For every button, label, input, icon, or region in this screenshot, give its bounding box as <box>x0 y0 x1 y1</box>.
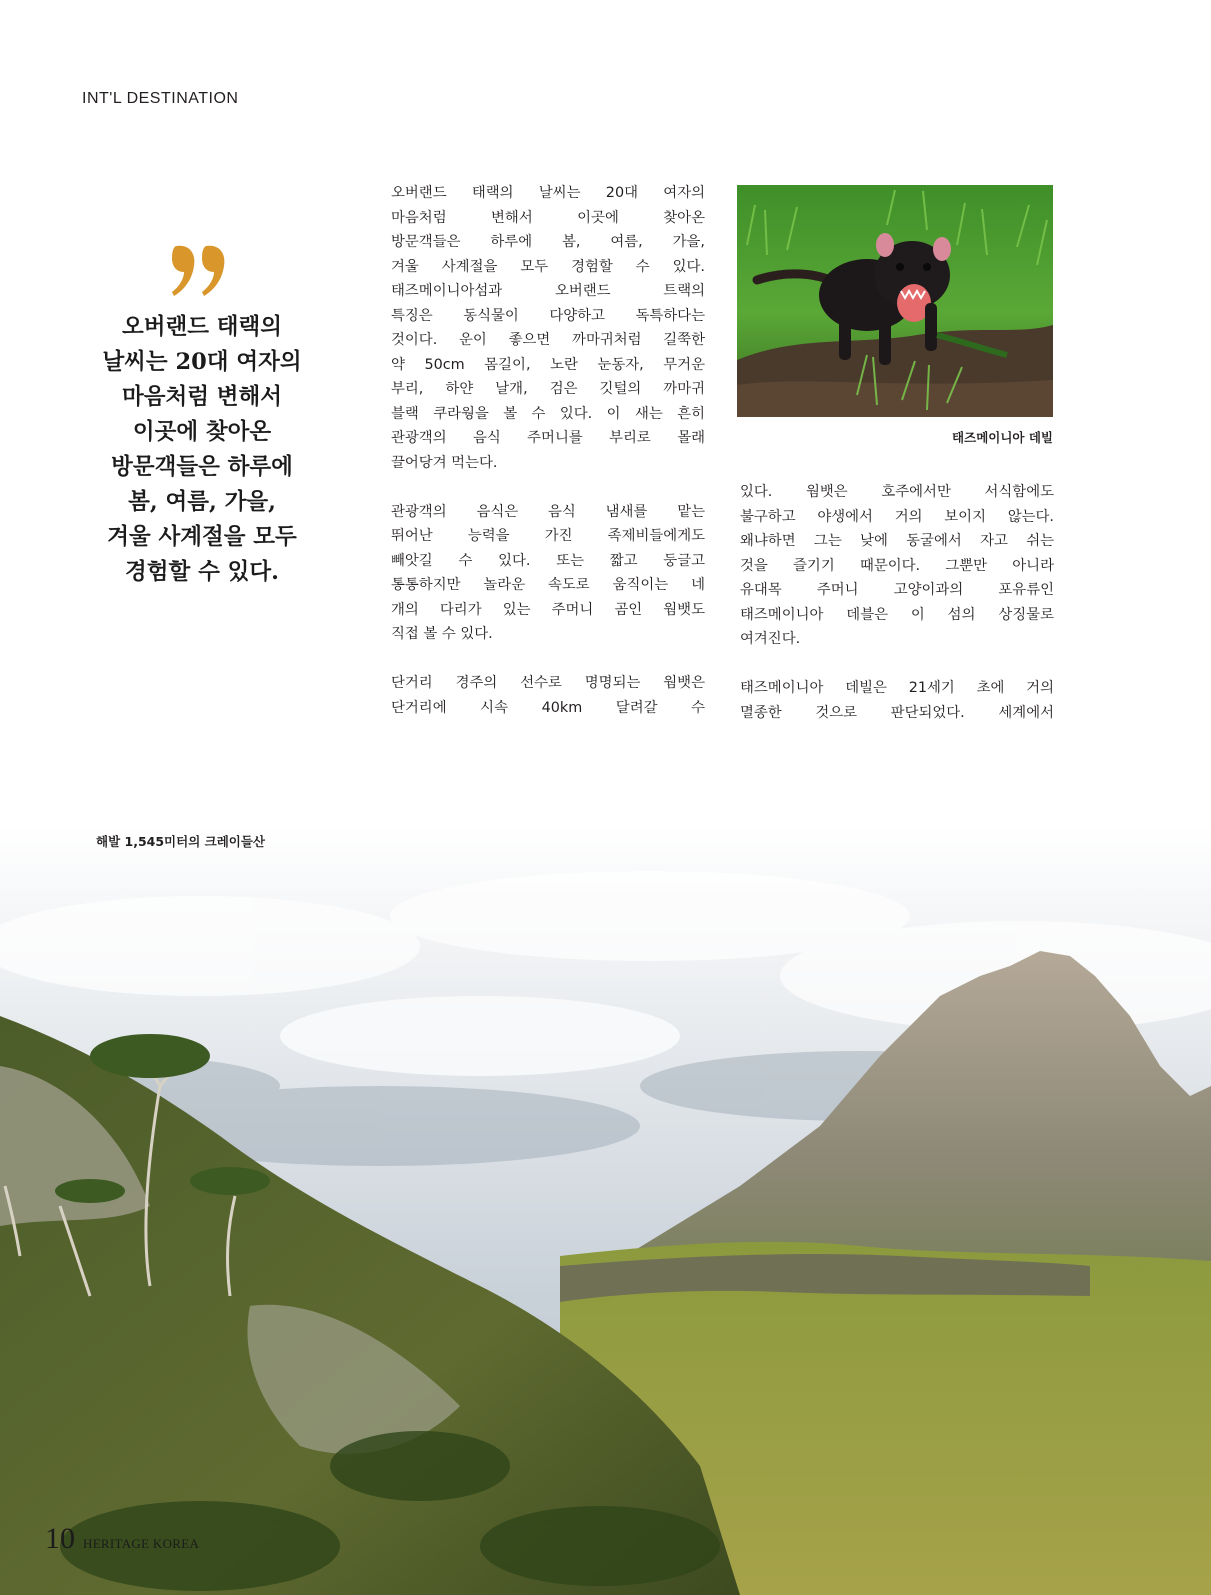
pull-quote-line: 이곳에 찾아온 <box>132 419 272 445</box>
text-line: 관광객의 음식은 음식 냄새를 맡는 <box>391 503 705 520</box>
article-column-1 <box>391 181 705 745</box>
tasmanian-devil-photo <box>737 185 1053 417</box>
tasmanian-devil-illustration <box>737 185 1053 417</box>
text-line: 태즈메이니아섬과 오버랜드 트랙의 <box>391 283 705 299</box>
text-line: 방문객들은 하루에 봄, 여름, 가을, <box>391 234 705 250</box>
text-line: 부리, 하얀 날개, 검은 깃털의 까마귀 <box>391 381 705 397</box>
paragraph <box>740 480 1054 652</box>
pull-quote-line: 봄, 여름, 가을, <box>128 489 276 515</box>
paragraph <box>391 181 705 475</box>
pull-quote <box>80 310 324 590</box>
pull-quote-line: 방문객들은 하루에 <box>111 454 293 480</box>
paragraph <box>391 500 705 647</box>
text-line: 것을 즐기기 때문이다. 그뿐만 아니라 <box>740 557 1054 574</box>
text-line: 오버랜드 태랙의 날씨는 20대 여자의 <box>391 185 705 201</box>
text-line: 태즈메이니아 데빌은 21세기 초에 거의 <box>740 680 1054 696</box>
text-line: 뛰어난 능력을 가진 족제비들에게도 <box>391 528 705 544</box>
text-line: 마음처럼 변해서 이곳에 찾아온 <box>391 209 705 226</box>
section-label: INT'L DESTINATION <box>82 90 239 107</box>
text-line: 블랙 쿠라웡을 볼 수 있다. 이 새는 흔히 <box>391 405 705 422</box>
paragraph <box>740 676 1054 725</box>
text-line: 여겨진다. <box>740 631 801 647</box>
page-footer <box>45 1522 199 1556</box>
cradle-mountain-photo <box>0 826 1211 1595</box>
text-line: 직접 볼 수 있다. <box>391 626 493 642</box>
text-line: 특징은 동식물이 다양하고 독특하다는 <box>391 307 705 324</box>
closing-quote-icon <box>170 238 230 308</box>
text-line: 끌어당겨 먹는다. <box>391 454 498 471</box>
paragraph <box>391 671 705 720</box>
text-line: 불구하고 야생에서 거의 보이지 않는다. <box>740 508 1054 525</box>
text-line: 유대목 주머니 고양이과의 포유류인 <box>740 582 1054 598</box>
text-line: 빼앗길 수 있다. 또는 짧고 둥글고 <box>391 552 705 569</box>
pull-quote-line: 겨울 사계절을 모두 <box>107 524 297 550</box>
magazine-name: HERITAGE KOREA <box>83 1536 200 1551</box>
page-number: 10 <box>45 1522 75 1555</box>
text-line: 태즈메이니아 데블은 이 섬의 상징물로 <box>740 606 1054 623</box>
text-line: 개의 다리가 있는 주머니 곰인 웜뱃도 <box>391 601 705 618</box>
text-line: 겨울 사계절을 모두 경험할 수 있다. <box>391 258 705 275</box>
text-line: 단거리에 시속 40km 달려갈 수 <box>391 699 705 716</box>
photo-caption-mountain: 해발 1,545미터의 크레이들산 <box>96 834 265 849</box>
text-line: 왜냐하면 그는 낮에 동굴에서 자고 쉬는 <box>740 533 1054 549</box>
text-line: 있다. 웜뱃은 호주에서만 서식함에도 <box>740 484 1054 500</box>
pull-quote-line: 오버랜드 태랙의 <box>122 314 282 340</box>
text-line: 것이다. 운이 좋으면 까마귀처럼 길쭉한 <box>391 332 705 348</box>
article-column-2 <box>740 480 1054 750</box>
pull-quote-line: 경험할 수 있다. <box>125 559 279 585</box>
text-line: 관광객의 음식 주머니를 부리로 몰래 <box>391 430 705 446</box>
text-line: 멸종한 것으로 판단되었다. 세계에서 <box>740 704 1054 721</box>
text-line: 단거리 경주의 선수로 명명되는 웜뱃은 <box>391 675 705 691</box>
photo-caption-devil: 태즈메이니아 데빌 <box>952 430 1053 445</box>
text-line: 통통하지만 놀라운 속도로 움직이는 네 <box>391 577 705 593</box>
pull-quote-line: 마음처럼 변해서 <box>122 384 282 410</box>
mountain-landscape-illustration <box>0 826 1211 1595</box>
pull-quote-line: 날씨는 20대 여자의 <box>102 349 302 375</box>
text-line: 약 50cm 몸길이, 노란 눈동자, 무거운 <box>391 356 705 373</box>
